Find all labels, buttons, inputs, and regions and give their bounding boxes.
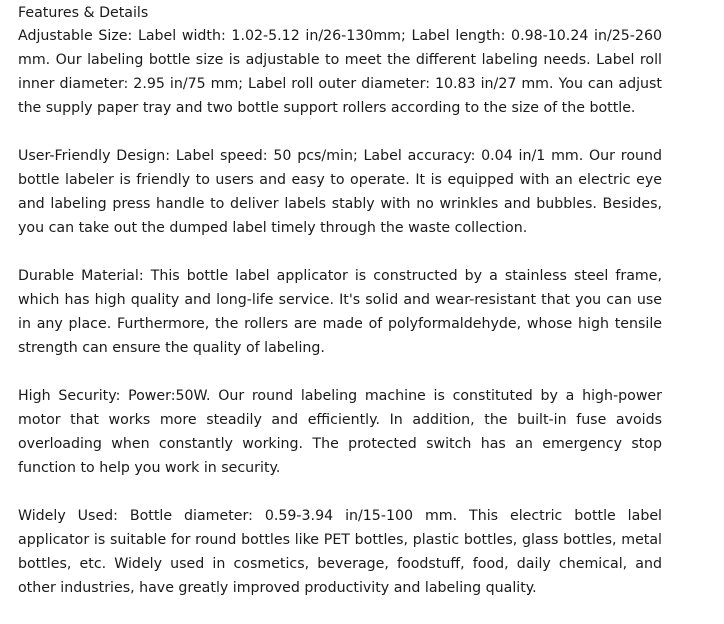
page-title: Features & Details: [18, 5, 149, 21]
paragraph-user-friendly-design: User-Friendly Design: Label speed: 50 pcs/min; Label accuracy: 0.04 in/1 mm. Our round bottle labeler is friendly to users and easy to operate. It is equipped with an electric eye and labeling press handle to deliver labels stably with no wrinkles and bubbles. Besides, you can take out the dumped label timely through the waste collection.: [18, 148, 662, 236]
paragraph-widely-used: Widely Used: Bottle diameter: 0.59-3.94 in/15-100 mm. This electric bottle label applicator is suitable for round bottles like PET bottles, plastic bottles, glass bottles, metal bottles, etc. Widely used in cosmetics, beverage, foodstuff, food, daily chemical, and other industries, have greatly improved productivity and labeling quality.: [18, 508, 662, 596]
paragraph-durable-material: Durable Material: This bottle label applicator is constructed by a stainless steel frame, which has high quality and long-life service. It's solid and wear-resistant that you can use in any place. Furthermore, the rollers are made of polyformaldehyde, whose high tensile strength can ensure the quality of labeling.: [18, 268, 662, 356]
document-body: [18, 2, 662, 624]
paragraph-high-security: High Security: Power:50W. Our round labeling machine is constituted by a high-power motor that works more steadily and efficiently. In addition, the built-in fuse avoids overloading when constantly working. The protected switch has an emergency stop function to help you work in security.: [18, 388, 662, 476]
paragraph-adjustable-size: Adjustable Size: Label width: 1.02-5.12 in/26-130mm; Label length: 0.98-10.24 in/25-260 mm. Our labeling bottle size is adjustable to meet the different labeling needs. Label roll inner diameter: 2.95 in/75 mm; Label roll outer diameter: 10.83 in/27 mm. You can adjust the supply paper tray and two bottle support rollers according to the size of the bottle.: [18, 28, 662, 116]
